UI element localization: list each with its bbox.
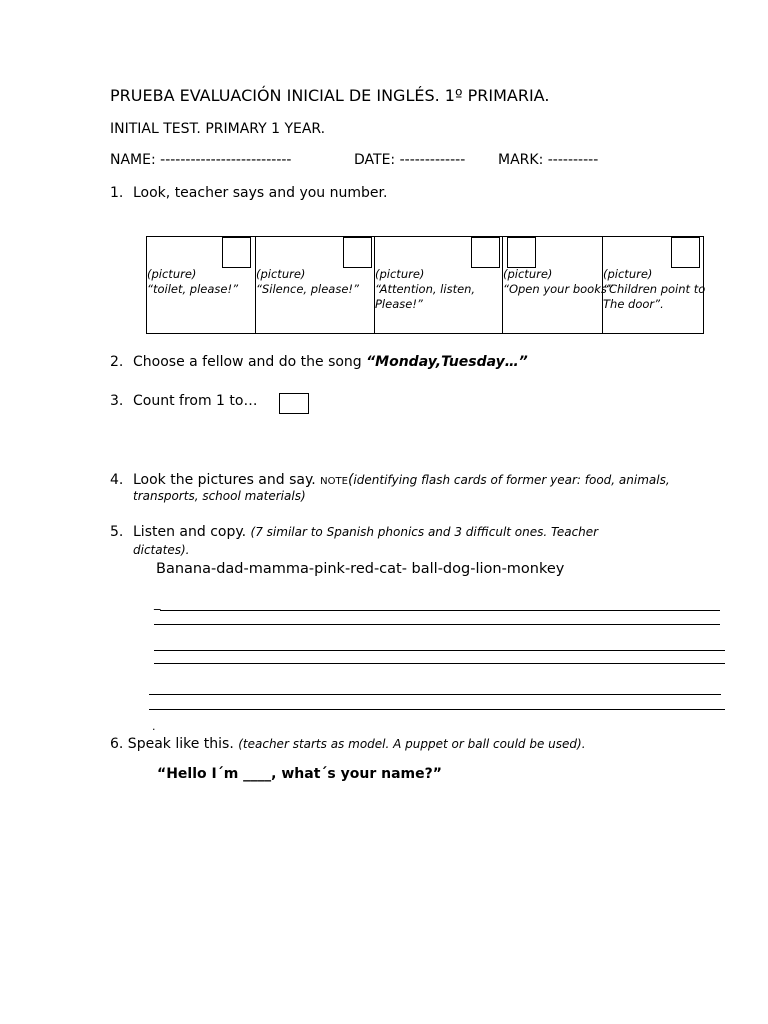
number-box-1[interactable] xyxy=(222,237,251,268)
picture-caption-1 xyxy=(147,267,238,297)
q4-line xyxy=(133,472,670,488)
q4-number: 4. xyxy=(110,472,124,488)
picture-table xyxy=(146,236,704,334)
q5-word-list: Banana-dad-mamma-pink-red-cat- ball-dog-lion-monkey xyxy=(156,561,565,577)
caption-label: (picture) xyxy=(375,267,425,281)
page-title: PRUEBA EVALUACIÓN INICIAL DE INGLÉS. 1º PRIMARIA. xyxy=(110,86,550,105)
q1-text: Look, teacher says and you number. xyxy=(133,185,388,201)
picture-caption-5 xyxy=(603,267,705,312)
picture-cell-5 xyxy=(603,237,706,333)
picture-cell-4 xyxy=(503,237,613,333)
q3-text: Count from 1 to… xyxy=(133,393,258,409)
writing-line[interactable] xyxy=(160,610,720,611)
caption-phrase-cont: The door”. xyxy=(603,297,664,311)
picture-caption-3 xyxy=(375,267,475,312)
caption-label: (picture) xyxy=(503,267,553,281)
picture-caption-4 xyxy=(503,267,613,297)
q2-text: Choose a fellow and do the song xyxy=(133,354,367,370)
date-field: DATE: ------------- xyxy=(354,152,466,168)
q4-text: Look the pictures and say. xyxy=(133,472,321,488)
caption-label: (picture) xyxy=(147,267,197,281)
writing-line[interactable] xyxy=(149,709,725,710)
writing-line[interactable] xyxy=(149,694,721,695)
q5-note: (7 similar to Spanish phonics and 3 difficult ones. Teacher xyxy=(250,525,599,539)
caption-label: (picture) xyxy=(256,267,306,281)
page-subtitle: INITIAL TEST. PRIMARY 1 YEAR. xyxy=(110,121,326,137)
picture-caption-2 xyxy=(256,267,359,297)
number-box-5[interactable] xyxy=(671,237,700,268)
q3-number: 3. xyxy=(110,393,124,409)
caption-phrase: “toilet, please!” xyxy=(147,282,239,296)
q1-number: 1. xyxy=(110,185,124,201)
q6-text: 6. Speak like this. xyxy=(110,736,239,752)
caption-phrase: “Attention, listen, xyxy=(375,282,476,296)
q5-text: Listen and copy. xyxy=(133,524,251,540)
number-box-3[interactable] xyxy=(471,237,500,268)
q4-note-label: NOTE xyxy=(320,476,348,487)
q5-line xyxy=(133,524,598,540)
name-field: NAME: -------------------------- xyxy=(110,152,292,168)
caption-label: (picture) xyxy=(603,267,653,281)
caption-phrase-cont: Please!” xyxy=(375,297,423,311)
q5-note-cont: dictates). xyxy=(133,543,190,557)
mark-field: MARK: ---------- xyxy=(498,152,599,168)
caption-phrase: “Silence, please!” xyxy=(256,282,359,296)
q4-note-cont: transports, school materials) xyxy=(133,489,306,503)
q5-number: 5. xyxy=(110,524,124,540)
q2-number: 2. xyxy=(110,354,124,370)
q2-line xyxy=(133,354,528,370)
q4-note-open: ( xyxy=(347,472,354,488)
q5-end-mark: . xyxy=(152,720,156,733)
picture-cell-3 xyxy=(375,237,503,333)
caption-phrase: “Open your books” xyxy=(503,282,613,296)
picture-cell-2 xyxy=(256,237,375,333)
count-answer-box[interactable] xyxy=(279,393,309,414)
writing-line[interactable] xyxy=(154,663,725,664)
q6-line xyxy=(110,736,586,752)
caption-phrase: “Children point to xyxy=(603,282,706,296)
writing-line[interactable] xyxy=(154,650,725,651)
number-box-2[interactable] xyxy=(343,237,372,268)
q5-line-start-mark: _ xyxy=(154,596,161,611)
number-box-4[interactable] xyxy=(507,237,536,268)
picture-cell-1 xyxy=(147,237,256,333)
writing-line[interactable] xyxy=(154,624,720,625)
q6-model-phrase: “Hello I´m ____, what´s your name?” xyxy=(157,766,442,782)
q4-note: identifying flash cards of former year: food, animals, xyxy=(353,473,670,487)
q6-note: (teacher starts as model. A puppet or ball could be used). xyxy=(238,737,586,751)
q2-song-title: “Monday,Tuesday…” xyxy=(366,354,528,370)
